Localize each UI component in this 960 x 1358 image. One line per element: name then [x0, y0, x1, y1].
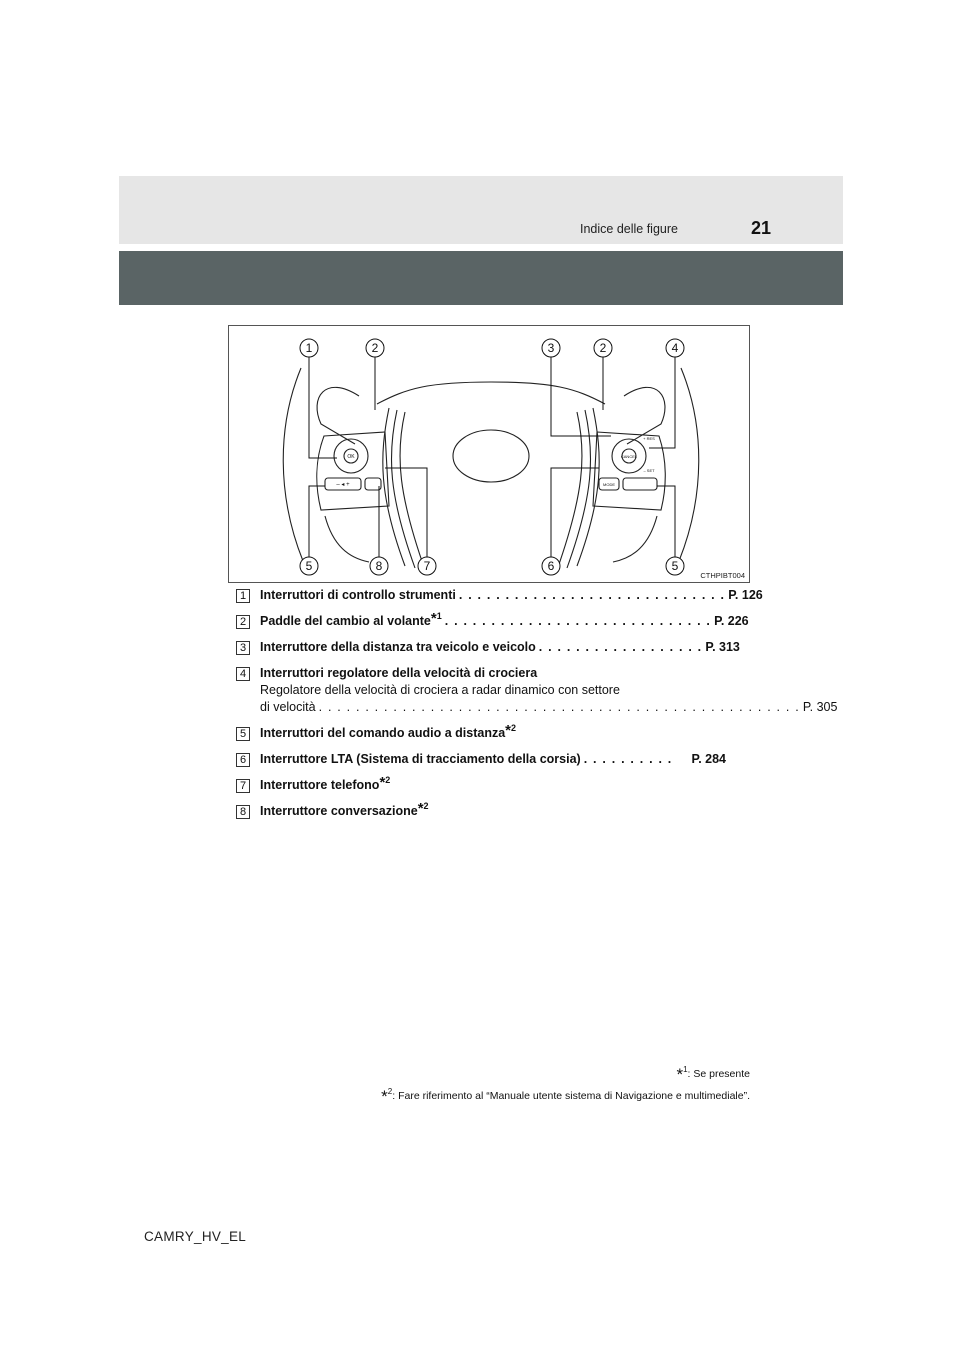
- figure-code: CTHPIBT004: [700, 571, 745, 580]
- callout-2: 2: [371, 341, 379, 355]
- spoke-left-3: [400, 412, 425, 570]
- legend-label: Interruttore LTA (Sistema di tracciamento della corsia): [260, 752, 581, 766]
- legend-label: Interruttori del comando audio a distanza: [260, 726, 506, 740]
- legend-number: 1: [236, 589, 250, 603]
- page-reference[interactable]: P. 284: [691, 752, 726, 766]
- leader-6: [551, 468, 599, 562]
- footnote-text: : Se presente: [687, 1068, 750, 1080]
- rim-right-outer: [679, 368, 699, 561]
- footer-model-code: CAMRY_HV_EL: [144, 1229, 247, 1244]
- callout-5b: 5: [671, 559, 679, 573]
- emblem-ellipse: [453, 430, 529, 482]
- callout-4: 4: [671, 341, 679, 355]
- footnote-text: : Fare riferimento al “Manuale utente sistema di Navigazione e multimediale”.: [392, 1090, 750, 1102]
- legend-label: Interruttore della distanza tra veicolo e veicolo: [260, 640, 536, 654]
- legend-number: 7: [236, 779, 250, 793]
- bezel-lower-left: [325, 516, 369, 562]
- callout-3: 3: [547, 341, 555, 355]
- leader-dots: . . . . . . . . . . . . . . . . . .: [538, 640, 703, 654]
- rim-left-outer: [283, 368, 303, 561]
- footnote-ref: 2: [511, 723, 517, 733]
- page-reference[interactable]: P. 305: [802, 700, 838, 714]
- leader-dots: . . . . . . . . . . . . . . . . . . . . . . . . . . . . .: [458, 588, 726, 602]
- res-label: + RES: [643, 436, 655, 441]
- ok-label: OK: [347, 454, 355, 460]
- callout-2b: 2: [599, 341, 607, 355]
- footnote-number: 2: [387, 1087, 393, 1096]
- legend-number: 8: [236, 805, 250, 819]
- leader-5-right: [657, 486, 675, 562]
- footnote-star: *: [676, 1065, 684, 1084]
- footnote-ref: 2: [385, 775, 391, 785]
- page-number: 21: [751, 218, 772, 238]
- callout-6: 6: [547, 559, 555, 573]
- leader-1: [309, 356, 337, 458]
- steering-wheel-illustration: [229, 326, 751, 584]
- legend-sublabel: Regolatore della velocità di crociera a radar dinamico con settore: [260, 683, 620, 697]
- callout-1: 1: [305, 341, 313, 355]
- legend-sublabel: di velocità: [260, 700, 316, 714]
- callout-8: 8: [375, 559, 383, 573]
- footnote-1: [381, 1065, 750, 1085]
- cancel-label: CANCEL: [620, 454, 638, 459]
- legend-number: 4: [236, 667, 250, 681]
- leader-7: [385, 468, 427, 562]
- legend-label: Interruttore telefono: [260, 778, 380, 792]
- legend-number: 5: [236, 727, 250, 741]
- page-reference[interactable]: P. 226: [714, 614, 749, 628]
- footnote-2: [381, 1087, 750, 1107]
- legend-label: Interruttori di controllo strumenti: [260, 588, 456, 602]
- legend-number: 6: [236, 753, 250, 767]
- leader-dots: . . . . . . . . . . . . . . . . . . . . . . . . . . . . .: [444, 614, 712, 628]
- legend-label: Paddle del cambio al volante: [260, 614, 431, 628]
- steering-wheel-figure: [228, 325, 750, 583]
- callout-5: 5: [305, 559, 313, 573]
- leader-5-left: [309, 486, 325, 562]
- volume-label: – ◂ +: [336, 482, 350, 488]
- seek-rocker: [623, 478, 657, 490]
- set-label: – SET: [643, 468, 655, 473]
- footnotes: [381, 1065, 750, 1109]
- leader-dots: . . . . . . . . . . . . . . . . . . . . . . . . . . . . . . . . . . . . . . . . . . . . . . . . . . . .: [318, 700, 800, 714]
- hub-top: [377, 382, 605, 404]
- header-band: [119, 176, 843, 244]
- leader-4: [649, 356, 675, 448]
- footnote-ref: 1: [436, 611, 442, 621]
- mode-label: MODE: [603, 482, 615, 487]
- bezel-lower-right: [613, 516, 657, 562]
- legend-number: 2: [236, 615, 250, 629]
- legend-label: Interruttore conversazione: [260, 804, 418, 818]
- leader-dots: . . . . . . . . . .: [583, 752, 673, 766]
- section-band: [119, 251, 843, 305]
- left-switch-panel: [317, 432, 389, 510]
- footnote-number: 1: [683, 1065, 688, 1074]
- page-reference[interactable]: P. 313: [705, 640, 740, 654]
- page-section-title: Indice delle figure: [580, 222, 678, 236]
- legend-number: 3: [236, 641, 250, 655]
- footnote-star: *: [381, 1087, 388, 1106]
- callout-7: 7: [423, 559, 431, 573]
- page-reference[interactable]: P. 126: [728, 588, 763, 602]
- footnote-ref: 2: [423, 801, 429, 811]
- leader-3: [551, 356, 611, 436]
- legend-label: Interruttori regolatore della velocità di crociera: [260, 666, 538, 680]
